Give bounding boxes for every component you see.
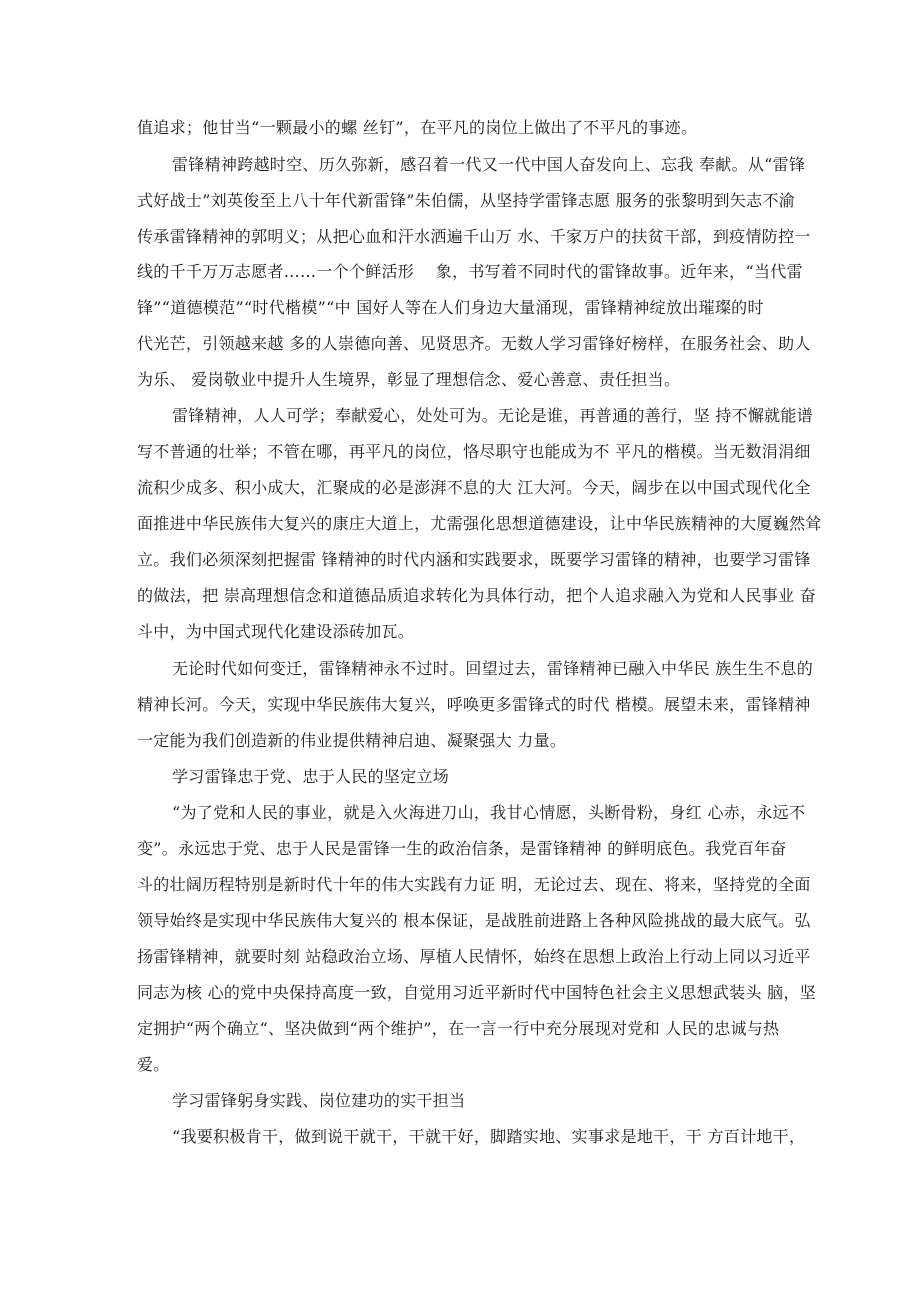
text-line: 定拥护“两个确立“、坚决做到“两个维护”，在一言一行中充分展现对党和 人民的忠诚与热 bbox=[137, 1019, 780, 1038]
paragraph-first-line: “为了党和人民的事业，就是入火海进刀山，我甘心情愿，头断骨粉，身红 心赤，永远不 bbox=[172, 803, 806, 822]
text-line: 爱。 bbox=[137, 1055, 170, 1074]
text-line: 代光芒，引领越来越 多的人崇德向善、见贤思齐。无数人学习雷锋好榜样，在服务社会、助人 bbox=[137, 334, 811, 353]
text-line: 面推进中华民族伟大复兴的康庄大道上，尤需强化思想道德建设，让中华民族精神的大厦巍然耸 bbox=[137, 514, 822, 533]
text-line: 一定能为我们创造新的伟业提供精神启迪、凝聚强大 力量。 bbox=[137, 731, 567, 750]
text-line: 式好战士”刘英俊至上八十年代新雷锋”朱伯儒，从坚持学雷锋志愿 服务的张黎明到矢志不渝 bbox=[137, 191, 796, 210]
text-line: 传承雷锋精神的郭明义；从把心血和汗水洒遍千山万 水、千家万户的扶贫干部，到疫情防控一 bbox=[137, 227, 811, 246]
text-line: 斗中，为中国式现代化建设添砖加瓦。 bbox=[137, 622, 415, 641]
text-line: 流积少成多、积小成大，汇聚成的必是澎湃不息的大 江大河。今天，阔步在以中国式现代化全 bbox=[137, 478, 811, 497]
text-line: 斗的壮阔历程特别是新时代十年的伟大实践有力证 明，无论过去、现在、将来，坚持党的全面 bbox=[137, 875, 811, 894]
text-line: 值追求；他甘当“一颗最小的螺 丝钉”，在平凡的岗位上做出了不平凡的事迹。 bbox=[137, 118, 698, 137]
text-line: 同志为核 心的党中央保持高度一致，自觉用习近平新时代中国特色社会主义思想武装头 脑，坚 bbox=[137, 983, 817, 1002]
paragraph-first-line: 雷锋精神，人人可学；奉献爱心，处处可为。无论是谁，再普通的善行，坚 持不懈就能谱 bbox=[172, 406, 814, 425]
section-heading: 学习雷锋躬身实践、岗位建功的实干担当 bbox=[172, 1091, 466, 1110]
text-line: 锋”“道德模范”“时代楷模”“中 国好人等在人们身边大量涌现，雷锋精神绽放出璀璨的时 bbox=[137, 298, 764, 317]
section-heading: 学习雷锋忠于党、忠于人民的坚定立场 bbox=[172, 767, 450, 786]
text-line: 写不普通的壮举；不管在哪，再平凡的岗位，恪尽职守也能成为不 平凡的楷模。当无数涓涓细 bbox=[137, 442, 811, 461]
text-line: 为乐、 爱岗敬业中提升人生境界，彰显了理想信念、爱心善意、责任担当。 bbox=[137, 370, 681, 389]
text-line: 领导始终是实现中华民族伟大复兴的 根本保证，是战胜前进路上各种风险挑战的最大底气。弘 bbox=[137, 911, 811, 930]
text-line: 的做法，把 崇高理想信念和道德品质追求转化为具体行动，把个人追求融入为党和人民事业 奋 bbox=[137, 586, 817, 605]
text-line: 线的千千万万志愿者……一个个鲜活形 象，书写着不同时代的雷锋故事。近年来，“当代雷 bbox=[137, 262, 803, 281]
text-line: 扬雷锋精神，就要时刻 站稳政治立场、厚植人民情怀，始终在思想上政治上行动上同以习近平 bbox=[137, 947, 811, 966]
text-line: 立。我们必须深刻把握雷 锋精神的时代内涵和实践要求，既要学习雷锋的精神，也要学习雷锋 bbox=[137, 550, 811, 569]
paragraph-first-line: 无论时代如何变迁，雷锋精神永不过时。回望过去，雷锋精神已融入中华民 族生生不息的 bbox=[172, 659, 814, 678]
text-line: 变”。永远忠于党、忠于人民是雷锋一生的政治信条，是雷锋精神 的鲜明底色。我党百年奋 bbox=[137, 839, 787, 858]
paragraph-first-line: 雷锋精神跨越时空、历久弥新，感召着一代又一代中国人奋发向上、忘我 奉献。从“雷锋 bbox=[172, 155, 806, 174]
text-line: 精神长河。今天，实现中华民族伟大复兴，呼唤更多雷锋式的时代 楷模。展望未来，雷锋精神 bbox=[137, 695, 811, 714]
paragraph-first-line: “我要积极肯干，做到说干就干，干就干好，脚踏实地、实事求是地干，干 方百计地干， bbox=[172, 1127, 806, 1146]
